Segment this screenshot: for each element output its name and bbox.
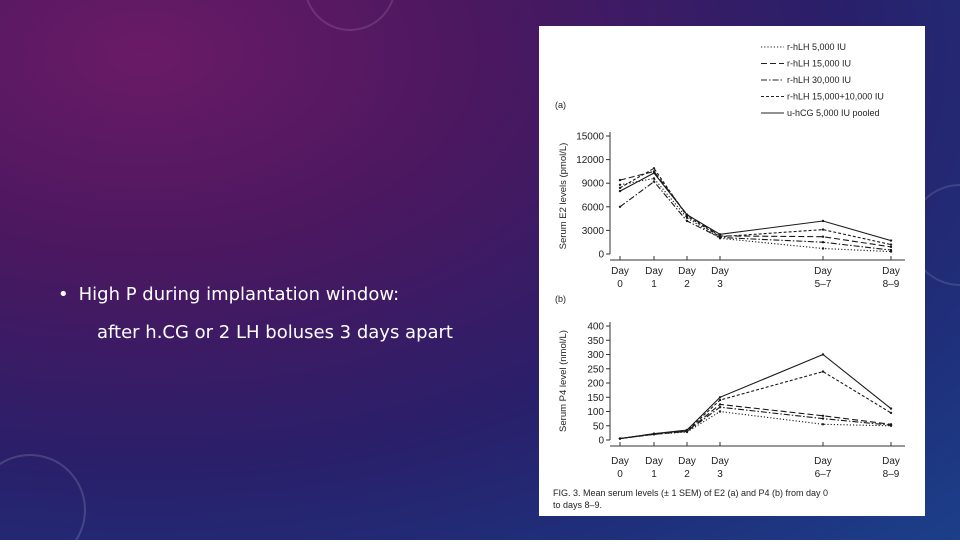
x-tick-label: Day	[645, 266, 663, 277]
data-point	[619, 184, 621, 186]
bullet-item	[58, 284, 399, 305]
y-tick-label: 9000	[581, 178, 604, 190]
x-tick-label: Day	[882, 456, 900, 467]
panel-label: (b)	[555, 294, 566, 304]
panel-label: (a)	[555, 100, 566, 110]
data-point	[719, 403, 721, 405]
data-point	[822, 241, 824, 243]
data-point	[719, 233, 721, 235]
data-point	[619, 179, 621, 181]
x-tick-label: 1	[651, 469, 657, 480]
data-point	[619, 190, 621, 192]
data-point	[719, 236, 721, 238]
y-tick-label: 15000	[576, 131, 604, 143]
y-tick-label: 300	[587, 350, 604, 361]
data-point	[890, 249, 892, 251]
data-point	[890, 412, 892, 414]
data-point	[822, 247, 824, 249]
series-line	[620, 372, 891, 439]
data-point	[653, 172, 655, 174]
y-tick-label: 0	[598, 249, 604, 261]
data-point	[719, 399, 721, 401]
series-line	[620, 173, 891, 241]
x-tick-label: Day	[611, 456, 629, 467]
y-tick-label: 350	[587, 335, 604, 347]
x-tick-label: 0	[617, 469, 623, 480]
data-point	[822, 228, 824, 230]
chart-figure	[539, 26, 925, 516]
y-axis-label: Serum E2 levels (pmol/L)	[558, 142, 569, 250]
legend-entry: r-hLH 5,000 IU	[787, 42, 847, 52]
x-tick-label: Day	[882, 266, 900, 277]
x-tick-label: 2	[684, 279, 690, 290]
data-point	[619, 437, 621, 439]
x-tick-label: Day	[814, 456, 832, 467]
decorative-circle-icon	[0, 440, 110, 560]
data-point	[686, 214, 688, 216]
x-tick-label: 8–9	[882, 469, 900, 480]
series-line	[620, 179, 891, 252]
data-point	[822, 236, 824, 238]
data-point	[822, 417, 824, 419]
figure-panel	[539, 26, 925, 516]
data-point	[653, 177, 655, 179]
y-tick-label: 150	[587, 392, 604, 404]
legend-entry: u-hCG 5,000 IU pooled	[787, 108, 880, 118]
x-tick-label: Day	[711, 266, 729, 277]
x-tick-label: Day	[678, 266, 696, 277]
data-point	[719, 396, 721, 398]
x-tick-label: 1	[651, 279, 657, 290]
x-tick-label: Day	[814, 266, 832, 277]
chart-panel-a	[555, 100, 905, 290]
data-point	[619, 206, 621, 208]
x-tick-label: Day	[678, 456, 696, 467]
data-point	[890, 407, 892, 409]
y-axis-label: Serum P4 level (nmol/L)	[558, 330, 569, 432]
data-point	[686, 220, 688, 222]
sub-bullet-text: after h.CG or 2 LH boluses 3 days apart	[97, 322, 453, 343]
series-line	[620, 355, 891, 439]
data-point	[686, 429, 688, 431]
data-point	[822, 423, 824, 425]
series-line	[620, 182, 891, 251]
data-point	[822, 353, 824, 355]
y-tick-label: 50	[592, 421, 604, 433]
x-tick-label: 6–7	[814, 469, 832, 480]
decorative-circle-icon	[290, 0, 410, 40]
data-point	[890, 243, 892, 245]
x-tick-label: Day	[611, 266, 629, 277]
series-line	[620, 412, 891, 439]
y-tick-label: 400	[587, 321, 604, 333]
y-tick-label: 12000	[576, 155, 604, 167]
y-tick-label: 3000	[581, 225, 604, 237]
chart-panel-b	[555, 294, 905, 480]
data-point	[653, 433, 655, 435]
x-tick-label: 2	[684, 469, 690, 480]
y-tick-label: 250	[587, 364, 604, 376]
x-tick-label: Day	[711, 456, 729, 467]
chart-legend	[761, 42, 884, 118]
data-point	[719, 406, 721, 408]
x-tick-label: 3	[717, 469, 723, 480]
data-point	[822, 220, 824, 222]
y-tick-label: 200	[587, 378, 604, 390]
y-tick-label: 100	[587, 407, 604, 418]
data-point	[890, 246, 892, 248]
x-tick-label: 5–7	[814, 279, 832, 290]
figure-caption: FIG. 3. Mean serum levels (± 1 SEM) of E2 (a) and P4 (b) from day 0 to days 8–9.	[553, 488, 829, 510]
data-point	[890, 424, 892, 426]
x-tick-label: 8–9	[882, 279, 900, 290]
legend-entry: r-hLH 30,000 IU	[787, 75, 852, 85]
bullet-glyph: •	[58, 284, 69, 305]
data-point	[619, 187, 621, 189]
x-tick-label: Day	[645, 456, 663, 467]
legend-entry: r-hLH 15,000+10,000 IU	[787, 91, 884, 102]
y-tick-label: 6000	[581, 202, 604, 214]
data-point	[653, 167, 655, 169]
x-tick-label: 0	[617, 279, 623, 290]
data-point	[653, 180, 655, 182]
data-point	[822, 415, 824, 417]
bullet-text: High P during implantation window:	[78, 284, 400, 305]
data-point	[890, 239, 892, 241]
legend-entry: r-hLH 15,000 IU	[787, 58, 852, 69]
data-point	[822, 370, 824, 372]
y-tick-label: 0	[598, 435, 604, 447]
data-point	[719, 410, 721, 412]
x-tick-label: 3	[717, 279, 723, 290]
